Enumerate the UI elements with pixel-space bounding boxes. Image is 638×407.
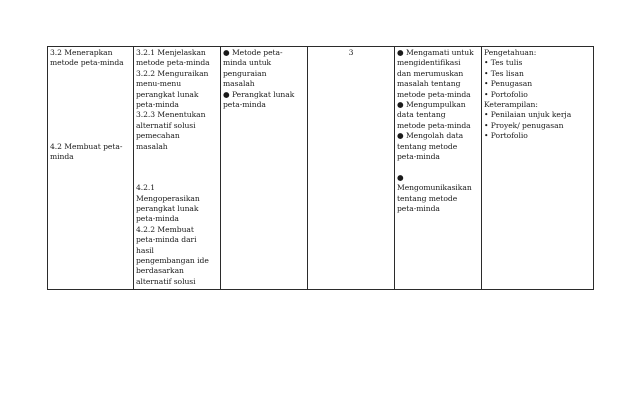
competency-cell	[48, 47, 134, 290]
competency-4-2-line: 4.2 Membuat peta-	[50, 141, 123, 151]
material-line: penguraian	[223, 68, 267, 78]
indicator-line: perangkat lunak	[136, 89, 199, 99]
indicator-line: 4.2.2 Membuat	[136, 224, 194, 234]
materials-cell	[221, 47, 308, 290]
activity-line: masalah tentang	[397, 79, 461, 89]
assessment-line: Pengetahuan:	[484, 48, 537, 57]
indicator-line: alternatif solusi	[136, 120, 196, 130]
indicator-line: metode peta-minda	[136, 58, 210, 68]
assessment-line: Keterampilan:	[484, 100, 538, 110]
indicator-line: pemecahan	[136, 131, 180, 141]
assessment-cell	[482, 47, 594, 290]
indicator-line: peta-minda	[136, 100, 179, 110]
indicator-line: 4.2.1	[136, 183, 156, 193]
assessment-line: • Proyek/ penugasan	[484, 120, 564, 130]
indicator-line: hasil	[136, 245, 154, 255]
activity-line: tentang metode	[397, 141, 458, 151]
indicator-line: peta-minda dari	[136, 235, 197, 245]
indicator-line: pengembangan ide	[136, 256, 209, 266]
material-line: masalah	[223, 79, 255, 89]
allocation-cell	[308, 47, 395, 290]
indicator-line: perangkat lunak	[136, 204, 199, 214]
indicator-line: 3.2.3 Menentukan	[136, 110, 206, 120]
syllabus-table	[47, 46, 594, 290]
table-row	[48, 47, 594, 290]
time-allocation: 3	[348, 48, 354, 57]
indicator-line: peta-minda	[136, 214, 179, 224]
activity-line: dan merumuskan	[397, 68, 464, 78]
assessment-line: • Tes tulis	[484, 58, 523, 68]
material-line: minda untuk	[223, 58, 272, 68]
activity-line: Mengomunikasikan	[397, 183, 472, 193]
activity-line: tentang metode	[397, 193, 458, 203]
indicator-line: 3.2.1 Menjelaskan	[136, 48, 206, 57]
indicator-line: menu-menu	[136, 79, 182, 89]
material-line: ● Metode peta-	[223, 48, 283, 57]
assessment-line: • Penilaian unjuk kerja	[484, 110, 572, 120]
indicator-line: masalah	[136, 141, 168, 151]
assessment-line: • Portofolio	[484, 89, 528, 99]
activity-line: metode peta-minda	[397, 89, 471, 99]
activity-line: ● Mengumpulkan	[397, 100, 466, 110]
indicator-line: berdasarkan	[136, 266, 184, 276]
competency-3-2: 3.2 Menerapkan metode peta-minda	[50, 48, 124, 68]
indicators-cell	[134, 47, 221, 290]
assessment-line: • Penugasan	[484, 79, 533, 89]
assessment-line: • Portofolio	[484, 131, 528, 141]
activity-line: peta-minda	[397, 152, 440, 162]
activity-line: ●	[397, 172, 404, 182]
activity-line: ● Mengamati untuk	[397, 48, 474, 57]
activity-line: metode peta-minda	[397, 120, 471, 130]
activity-line: mengidentifikasi	[397, 58, 461, 68]
activities-cell	[395, 47, 482, 290]
activity-line: peta-minda	[397, 204, 440, 214]
activity-line: ● Mengolah data	[397, 131, 464, 141]
indicator-line: 3.2.2 Menguraikan	[136, 68, 209, 78]
material-line: peta-minda	[223, 100, 266, 110]
activity-line: data tentang	[397, 110, 446, 120]
material-line: ● Perangkat lunak	[223, 89, 295, 99]
competency-4-2-line: minda	[50, 151, 74, 161]
assessment-line: • Tes lisan	[484, 68, 524, 78]
indicator-line: alternatif solusi	[136, 276, 196, 286]
indicator-line: Mengoperasikan	[136, 193, 200, 203]
